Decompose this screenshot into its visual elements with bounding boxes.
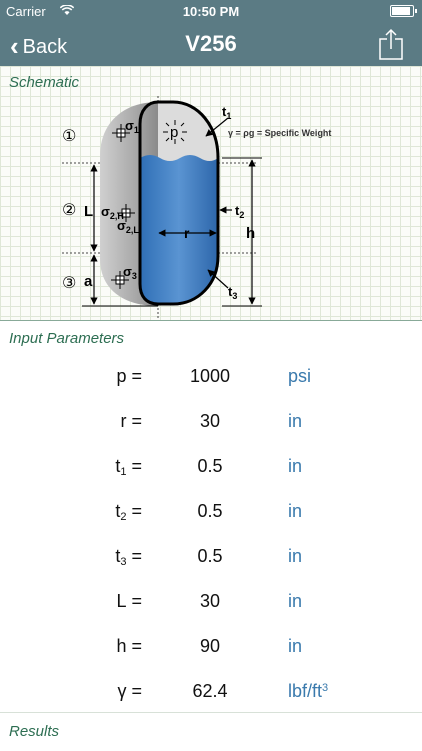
param-label: L = bbox=[116, 591, 142, 611]
param-row-p bbox=[0, 366, 422, 396]
section-2-marker: ② bbox=[62, 200, 77, 219]
param-row-gamma bbox=[0, 681, 422, 711]
schematic-panel bbox=[0, 66, 422, 321]
a-label: a bbox=[84, 273, 93, 290]
param-unit-t2[interactable]: in bbox=[288, 501, 303, 521]
param-value-r[interactable]: 30 bbox=[199, 411, 221, 431]
param-label: r = bbox=[120, 411, 142, 431]
pressure-label: p bbox=[170, 124, 179, 141]
section-3-marker: ③ bbox=[62, 273, 77, 292]
carrier-label: Carrier bbox=[6, 4, 46, 19]
status-bar bbox=[0, 0, 422, 22]
param-unit-gamma[interactable]: lbf/$ft^3$ bbox=[288, 681, 329, 701]
chevron-left-icon: ‹ bbox=[10, 31, 19, 61]
tank-schematic-diagram bbox=[0, 66, 422, 320]
navigation-bar bbox=[0, 22, 422, 66]
param-label: h = bbox=[116, 636, 142, 656]
sigma-2h-label: $\sigma_{2,H}$ bbox=[101, 204, 124, 221]
share-icon[interactable] bbox=[378, 28, 404, 60]
input-parameters-panel bbox=[0, 321, 422, 711]
results-panel bbox=[0, 712, 422, 751]
param-unit-t1[interactable]: in bbox=[288, 456, 303, 476]
param-label: $t_3$ = bbox=[115, 546, 142, 568]
sigma-2l-label: $\sigma_{2,L}$ bbox=[117, 218, 139, 235]
param-unit-t3[interactable]: in bbox=[288, 546, 303, 566]
param-unit-p[interactable]: psi bbox=[288, 366, 312, 386]
param-unit-h[interactable]: in bbox=[288, 636, 303, 656]
param-row-h bbox=[0, 636, 422, 666]
radius-label: r bbox=[184, 225, 190, 241]
param-value-gamma[interactable]: 62.4 bbox=[192, 681, 228, 701]
param-unit-r[interactable]: in bbox=[288, 411, 303, 431]
param-row-r bbox=[0, 411, 422, 441]
param-label: $t_1$ = bbox=[115, 456, 142, 478]
height-label: h bbox=[246, 225, 256, 242]
sigma-1-label: $\sigma_1$ bbox=[125, 118, 139, 135]
back-label: Back bbox=[22, 36, 68, 58]
status-time: 10:50 PM bbox=[182, 4, 240, 19]
page-title: V256 bbox=[185, 31, 237, 56]
t1-label: $t_1$ bbox=[222, 104, 232, 121]
results-section-label: Results bbox=[9, 723, 60, 740]
param-value-t1[interactable]: 0.5 bbox=[197, 456, 223, 476]
param-value-p[interactable]: 1000 bbox=[189, 366, 231, 386]
t2-label: $t_2$ bbox=[235, 203, 245, 220]
param-row-L bbox=[0, 591, 422, 621]
param-row-t1 bbox=[0, 456, 422, 486]
param-value-h[interactable]: 90 bbox=[199, 636, 221, 656]
param-label: $t_2$ = bbox=[115, 501, 142, 523]
schematic-section-label: Schematic bbox=[9, 74, 80, 91]
param-label: p = bbox=[116, 366, 142, 386]
param-value-t2[interactable]: 0.5 bbox=[197, 501, 223, 521]
param-row-t2 bbox=[0, 501, 422, 531]
section-1-marker: ① bbox=[62, 126, 77, 145]
param-value-L[interactable]: 30 bbox=[199, 591, 221, 611]
battery-icon bbox=[390, 5, 414, 17]
param-label: γ = bbox=[117, 681, 142, 701]
sigma-3-label: $\sigma_3$ bbox=[123, 264, 137, 281]
input-parameters-section-label: Input Parameters bbox=[9, 330, 125, 347]
param-unit-L[interactable]: in bbox=[288, 591, 303, 611]
specific-weight-note: γ = ρg = Specific Weight bbox=[228, 128, 332, 138]
param-row-t3 bbox=[0, 546, 422, 576]
length-label: L bbox=[84, 203, 94, 220]
t3-label: $t_3$ bbox=[228, 284, 238, 301]
param-value-t3[interactable]: 0.5 bbox=[197, 546, 223, 566]
